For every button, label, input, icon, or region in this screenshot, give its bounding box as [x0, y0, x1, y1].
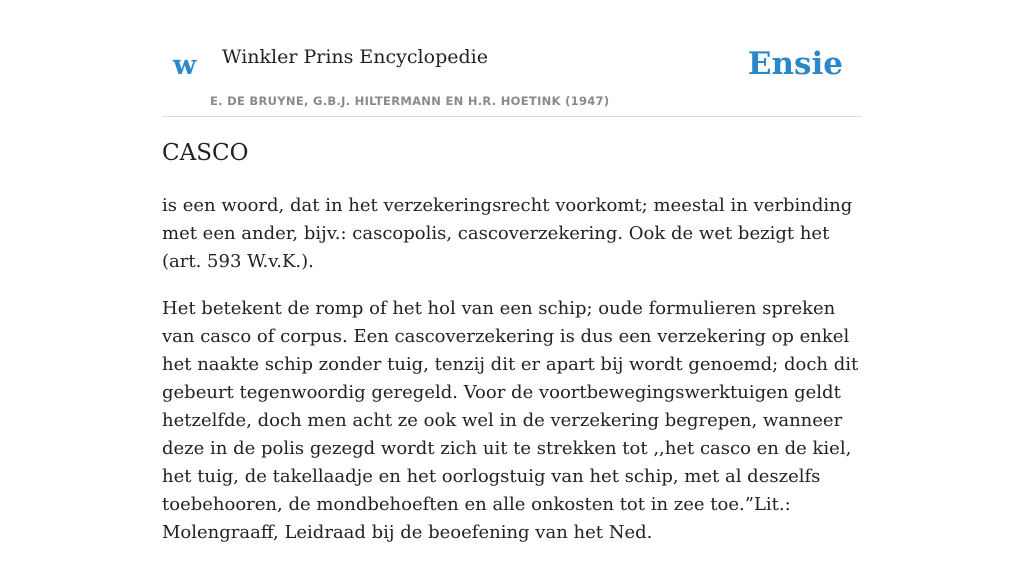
header [162, 0, 862, 117]
ensie-brand-logo[interactable]: Ensie [747, 46, 843, 82]
entry-title: CASCO [162, 140, 249, 166]
entry-paragraph: Het betekent de romp of het hol van een schip; oude formulieren spreken van casco of corpus. Een cascoverzekering is dus een verzekering op enkel het naakte schip zonder tuig, tenzij dit er apart bij wordt genoemd; doch dit gebeurt tegenwoordig geregeld. Voor de voortbewegingswerktuigen geldt hetzelfde, doch men acht ze ook wel in de verzekering begrepen, wanneer deze in de polis gezegd wordt zich uit te strekken tot ,,het casco en de kiel, het tuig, de takellaadje en het oorlogstuig van het schip, met al deszelfs toebehooren, de mondbehoeften en alle onkosten tot in zee toe.”Lit.: Molengraaff, Leidraad bij de beoefening van het Ned. [162, 298, 859, 543]
authors-line: E. DE BRUYNE, G.B.J. HILTERMANN EN H.R. HOETINK (1947) [210, 94, 610, 108]
page [162, 0, 862, 543]
entry-paragraph: is een woord, dat in het verzekeringsrecht voorkomt; meestal in verbinding met een ander, bijv.: cascopolis, cascoverzekering. Ook de wet bezigt het (art. 593 W.v.K.). [162, 195, 853, 272]
entry-body [162, 192, 862, 566]
winkler-prins-logo[interactable]: w [173, 50, 197, 81]
encyclopedia-title[interactable]: Winkler Prins Encyclopedie [222, 46, 488, 68]
